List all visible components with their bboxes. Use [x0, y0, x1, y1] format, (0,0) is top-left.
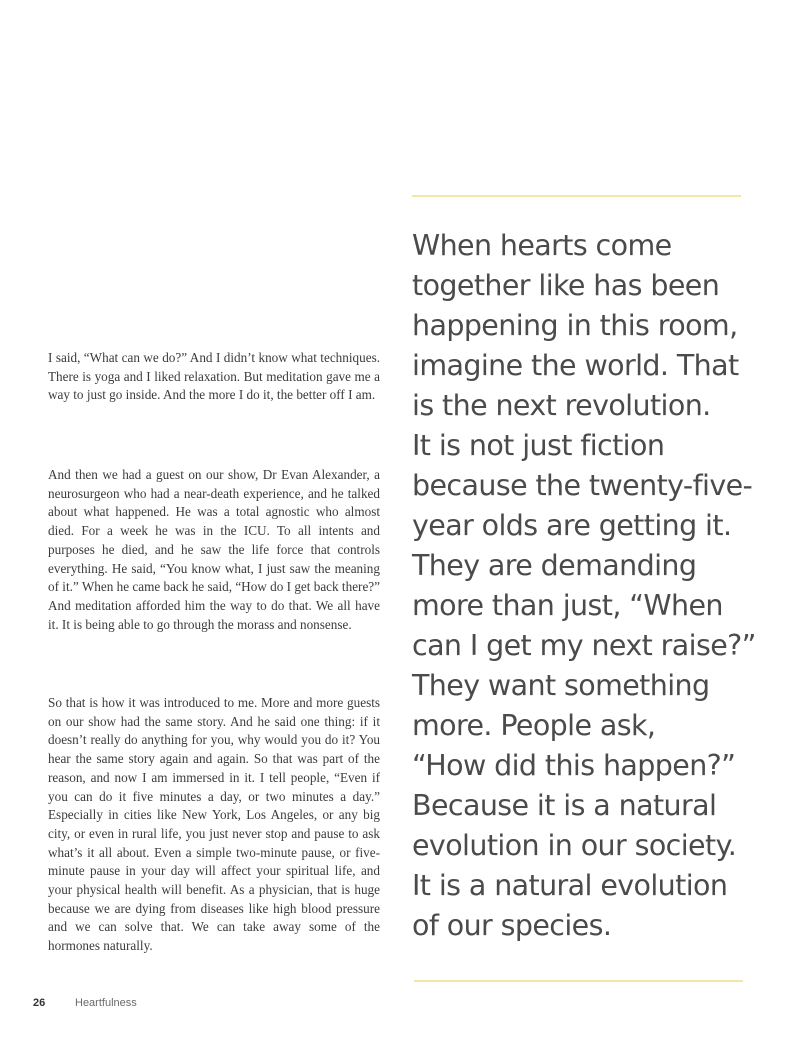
body-paragraph: I said, “What can we do?” And I didn’t know what techniques. There is yoga and I liked relaxation. But meditation gave me a way to just go inside. And the more I do it, the better off I am. [48, 350, 380, 403]
page-number: 26 [33, 997, 46, 1009]
pull-quote-line: Because it is a natural [412, 789, 717, 822]
pull-quote-line: year olds are getting it. [412, 509, 732, 542]
pull-quote-line: more. People ask, [412, 709, 656, 742]
pull-quote-line: It is a natural evolution [412, 869, 728, 902]
pull-quote-line: together like has been [412, 269, 720, 302]
pull-quote-line: more than just, “When [412, 589, 723, 622]
pull-quote-bottom-rule [414, 980, 743, 982]
pull-quote-line: because the twenty-five- [412, 469, 753, 502]
pull-quote-line: imagine the world. That [412, 349, 739, 382]
pull-quote-line: of our species. [412, 909, 612, 942]
pull-quote-line: They want something [412, 669, 710, 702]
pull-quote-line: evolution in our society. [412, 829, 737, 862]
pull-quote-top-rule [412, 195, 741, 197]
pull-quote-line: “How did this happen?” [412, 749, 736, 782]
pull-quote-line: is the next revolution. [412, 389, 711, 422]
pull-quote [412, 226, 757, 946]
pull-quote-line: can I get my next raise?” [412, 629, 756, 662]
pull-quote-line: happening in this room, [412, 309, 738, 342]
pull-quote-line: They are demanding [412, 549, 697, 582]
magazine-name: Heartfulness [75, 997, 137, 1009]
body-paragraph: So that is how it was introduced to me. More and more guests on our show had the same story. And he said one thing: if it doesn’t really do anything for you, why would you do it? You hear the same story again and again. So that was part of the reason, and now I am immersed in it. I tell people, “Even if you can do it five minutes a day, or two minutes a day.” Especially in cities like New York, Los Angeles, or any big city, or even in rural life, you just never stop and pause to ask what’s it all about. Even a simple two-minute pause, or five-minute pause in your day will affect your spiritual life, and your physical health will benefit. As a physician, that is huge because we are dying from diseases like high blood pressure and we can solve that. We can take away some of the hormones naturally. [48, 695, 380, 954]
body-paragraph: And then we had a guest on our show, Dr Evan Alexander, a neurosurgeon who had a near-death experience, and he talked about what happened. He was a total agnostic who almost died. For a week he was in the ICU. To all intents and purposes he died, and he saw the life force that controls everything. He said, “You know what, I just saw the meaning of it.” When he came back he said, “How do I get back there?” And meditation afforded him the way to do that. We all have it. It is being able to go through the morass and nonsense. [48, 467, 380, 632]
pull-quote-line: When hearts come [412, 229, 672, 262]
pull-quote-line: It is not just fiction [412, 429, 665, 462]
